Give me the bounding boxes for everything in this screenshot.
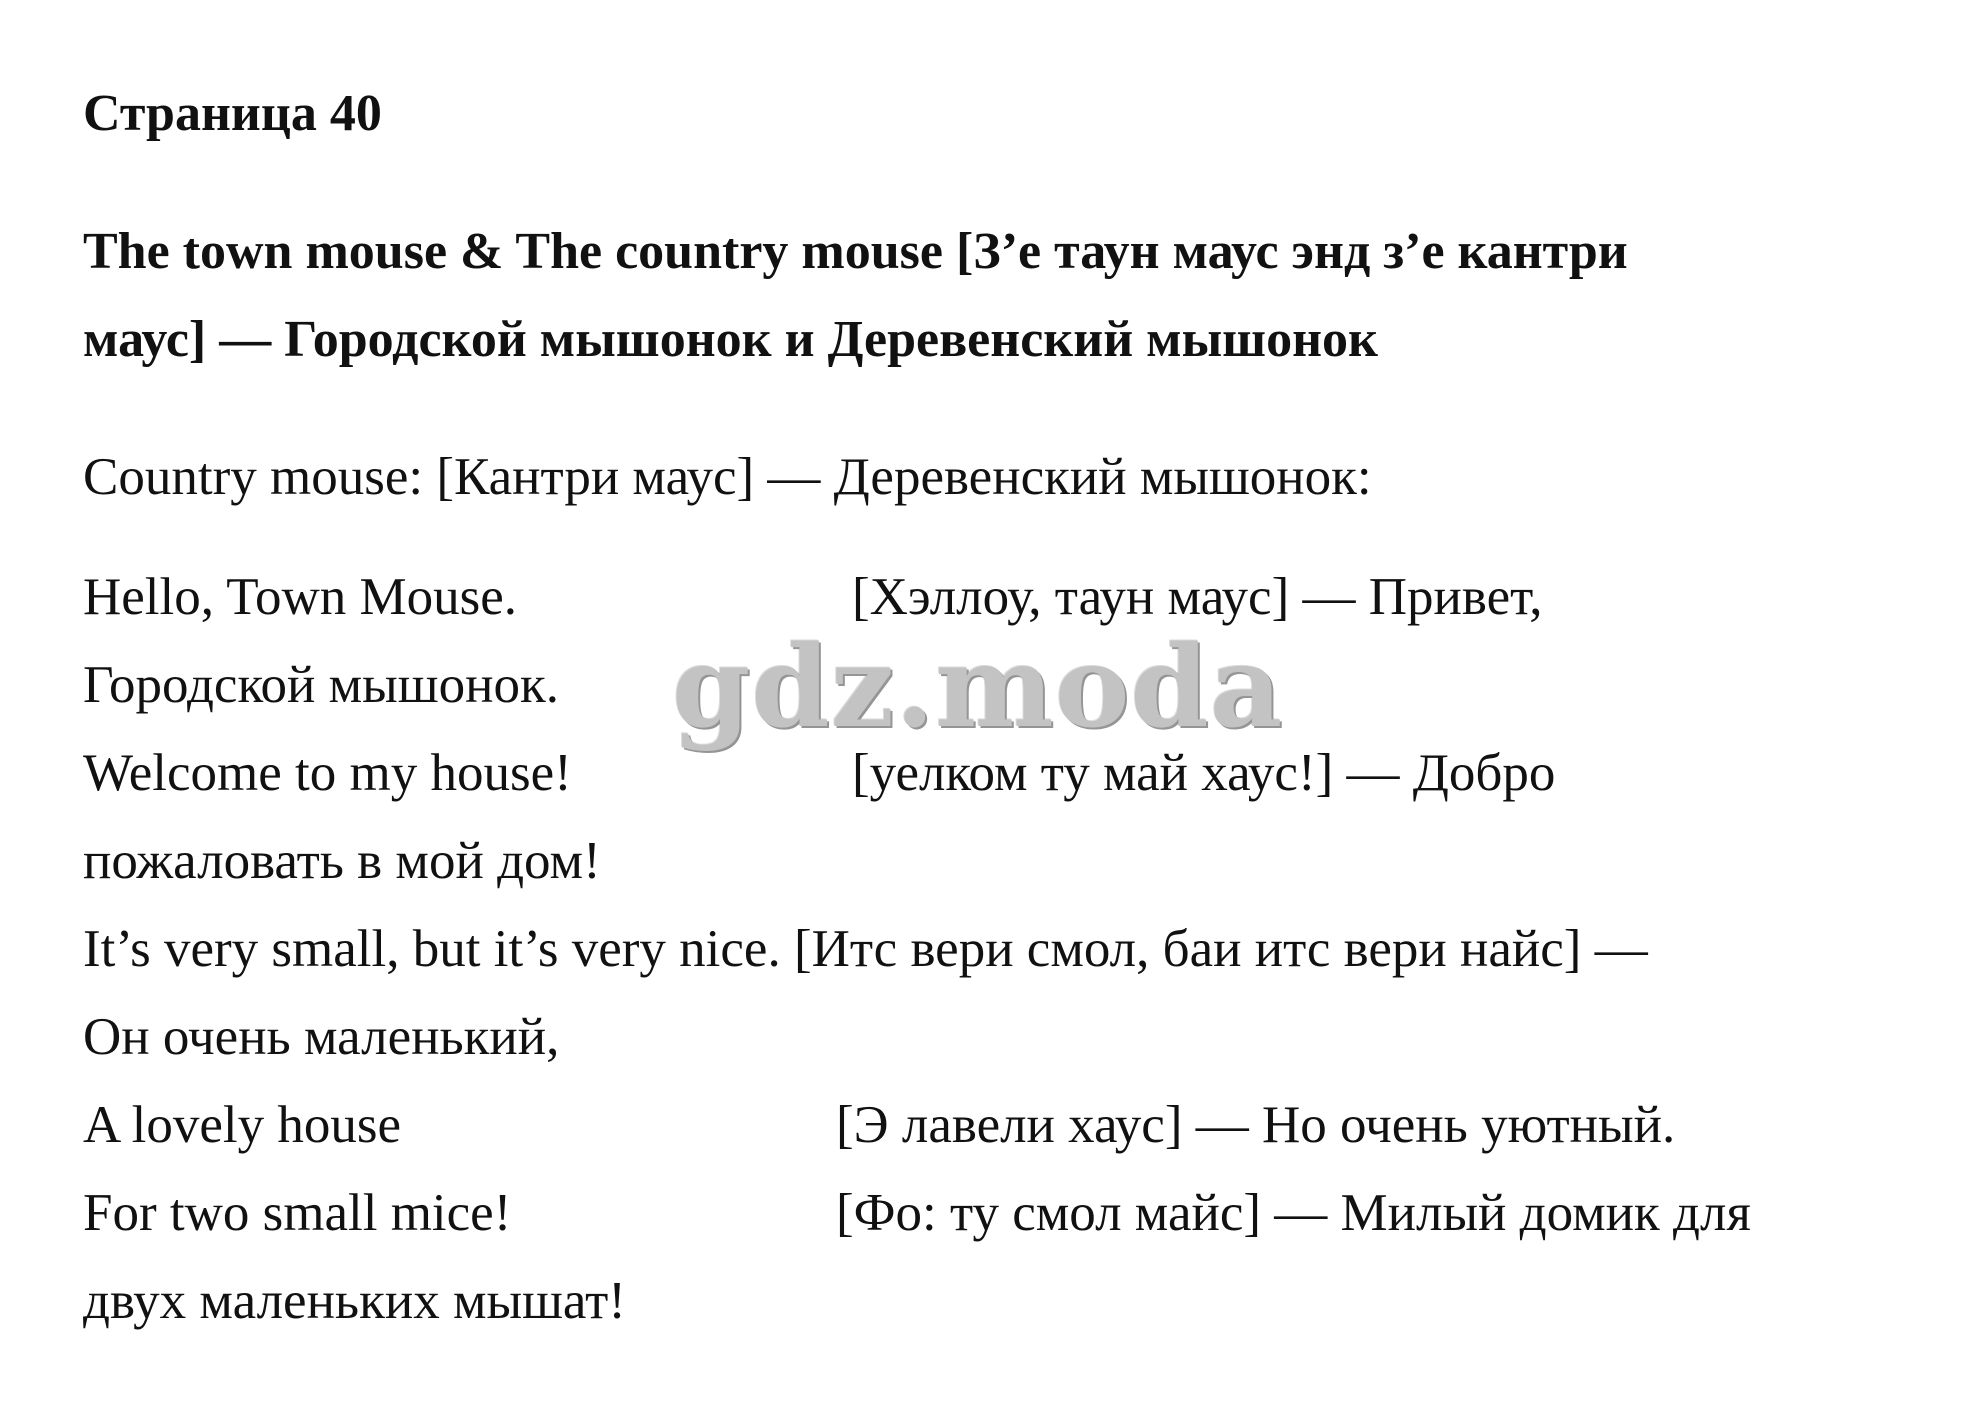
title-line-2: маус] — Городской мышонок и Деревенский мышонок — [83, 311, 1378, 368]
english-line-2: Welcome to my house! — [83, 744, 572, 802]
translation-line-4: [Э лавели хаус] — Но очень уютный. — [836, 1096, 1676, 1154]
translation-line-5: [Фо: ту смол майс] — Милый домик для — [836, 1184, 1751, 1242]
translation-line-2: [уелком ту май хаус!] — Добро — [852, 744, 1556, 802]
full-line-3: It’s very small, but it’s very nice. [Итс вери смол, баи итс вери найс] — — [83, 920, 1648, 978]
page-number: Страница 40 — [83, 85, 382, 142]
english-line-5: For two small mice! — [83, 1184, 512, 1242]
english-line-4: A lovely house — [83, 1096, 401, 1154]
title-line-1: The town mouse & The country mouse [З’е таун маус энд з’е кантри — [83, 223, 1628, 280]
translation-continuation-2: пожаловать в мой дом! — [83, 832, 601, 890]
translation-continuation-3: Он очень маленький, — [83, 1008, 560, 1066]
speaker-label: Country mouse: [Кантри маус] — Деревенский мышонок: — [83, 448, 1372, 506]
watermark-logo: gdz.moda — [672, 622, 1284, 753]
translation-continuation-1: Городской мышонок. — [83, 656, 559, 714]
english-line-1: Hello, Town Mouse. — [83, 568, 518, 626]
translation-line-1: [Хэллоу, таун маус] — Привет, — [852, 568, 1543, 626]
translation-continuation-5: двух маленьких мышат! — [83, 1272, 626, 1330]
